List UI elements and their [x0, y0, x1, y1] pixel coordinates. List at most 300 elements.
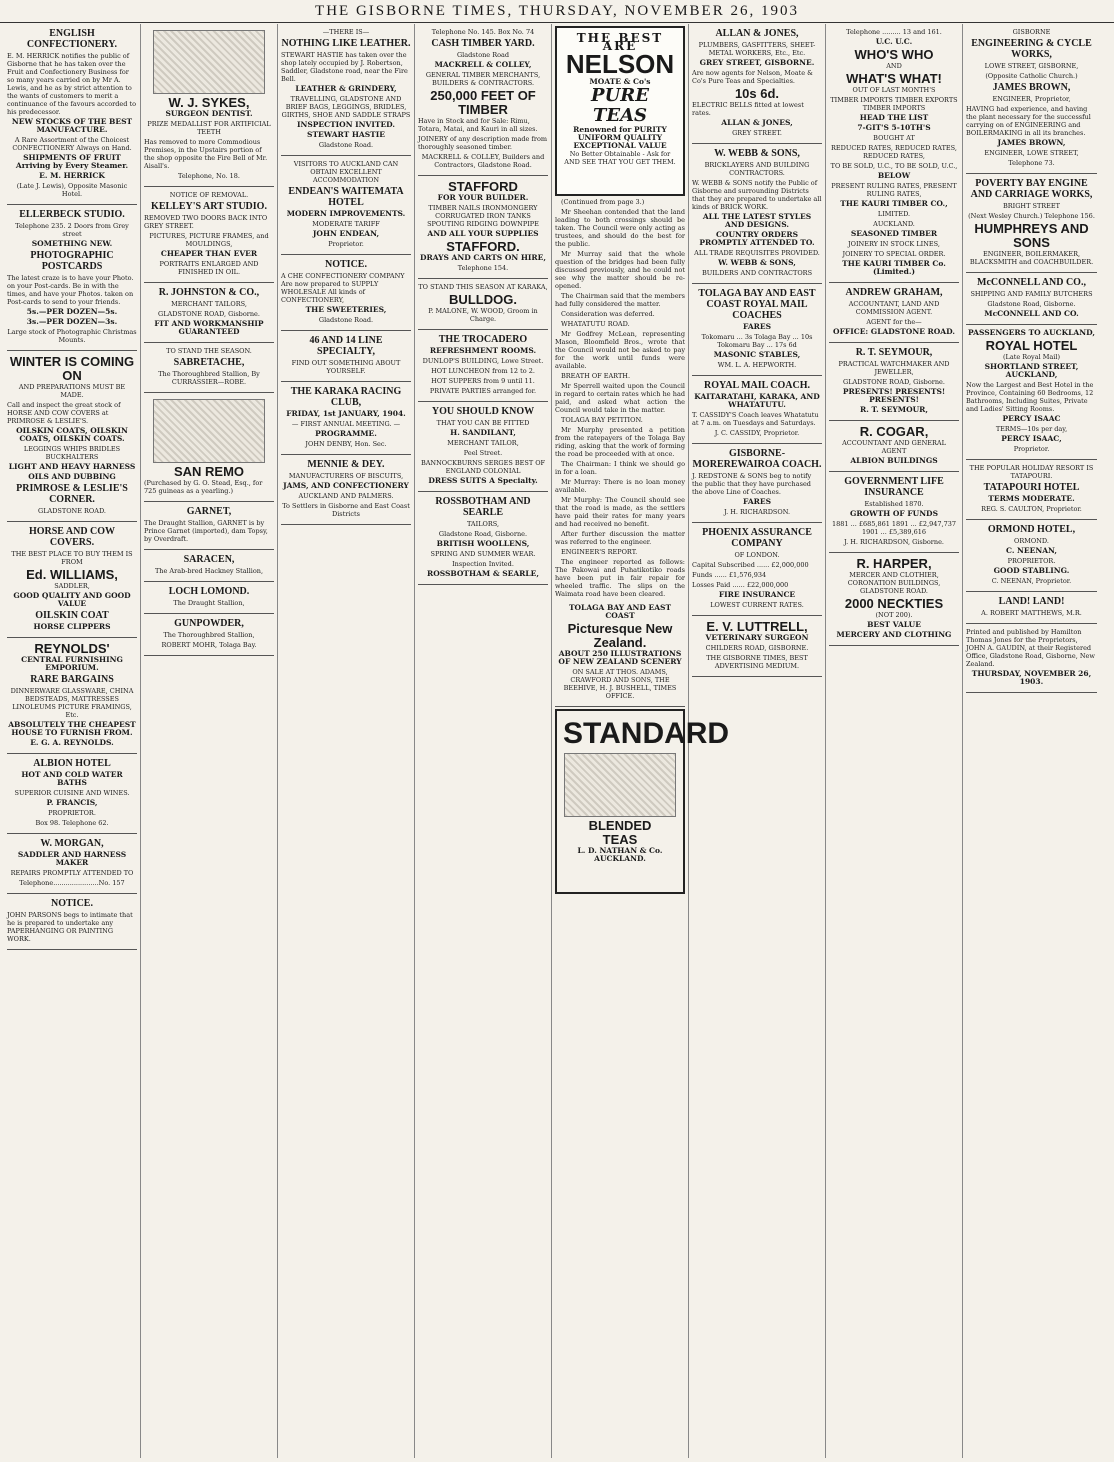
ad-text: DUNLOP'S BUILDING, Lowe Street.	[422, 357, 544, 365]
che-confectionery-ad	[281, 255, 411, 331]
council-report	[555, 198, 685, 598]
ad-fares: FARES	[742, 322, 772, 331]
report-paragraph: After further discussion the matter was referred to the engineer.	[555, 530, 685, 546]
ad-street: LOWE STREET, GISBORNE,	[984, 62, 1079, 70]
harper-ad	[829, 553, 959, 646]
ad-woollens: BRITISH WOOLLENS,	[436, 539, 530, 548]
ad-title: SARACEN,	[183, 554, 235, 565]
picturesque-ad	[555, 600, 685, 707]
kauri-timber-ad	[829, 24, 959, 283]
ad-text: Have in Stock and for Sale: Rimu, Totara, Matai, and Kauri in all sizes.	[418, 117, 538, 133]
mcconnell-ad	[966, 273, 1097, 325]
ad-parties: PRIVATE PARTIES arranged for.	[429, 387, 537, 395]
ad-masonic: MASONIC STABLES,	[713, 350, 801, 359]
ad-sub: OF LONDON.	[734, 551, 780, 559]
ad-bargains: RARE BARGAINS	[30, 674, 114, 685]
ad-goods: TRAVELLING, GLADSTONE AND BRIEF BAGS, LEGGINGS, BRIDLES, GIRTHS, SHOE AND SADDLE STRAPS	[281, 95, 411, 119]
report-heading: WHATATUTU ROAD.	[561, 320, 630, 328]
ad-text: The Arab-bred Hackney Stallion,	[154, 567, 264, 575]
ad-title: SABRETACHE,	[173, 357, 245, 368]
report-paragraph: The engineer reported as follows: The Pakowai and Puhatikotiko roads have been put in fair repair for wheeled traffic. The slips on the Waimata road have been cleared.	[555, 558, 685, 598]
report-paragraph: The Chairman said that the members had fully considered the matter.	[555, 292, 685, 308]
royal-hotel-ad	[966, 325, 1097, 460]
ad-pass: PASSENGERS TO AUCKLAND,	[968, 328, 1095, 337]
ad-title: ROSSBOTHAM AND SEARLE	[435, 496, 531, 518]
ad-text: E. M. HERRICK notifies the public of Gisborne that he has taken over the Fruit and Confectionery Business for so many years carried on by Mr A. Lewis, and he as by strict attention to the wants of customers to merit a continuance of the favours accorded to his predecessor.	[7, 52, 137, 116]
ad-name: HUMPHREYS AND SONS	[974, 221, 1089, 250]
hastie-ad	[281, 24, 411, 156]
ad-capital: Capital Subscribed ...... £2,000,000	[692, 561, 809, 569]
ad-road: Gladstone Road.	[318, 141, 374, 149]
ad-tel: Telephone, No. 18.	[178, 172, 240, 180]
ad-neckties: 2000 NECKTIES	[844, 596, 944, 611]
ad-tel: Telephone......................No. 157	[19, 879, 125, 887]
imprint-date: THURSDAY, NOVEMBER 26, 1903.	[971, 669, 1092, 686]
ad-fares: FARES	[742, 497, 772, 506]
ad-fit: FIT AND WORKMANSHIP GUARANTEED	[154, 319, 264, 336]
report-continued: (Continued from page 3.)	[561, 198, 645, 206]
ad-text: REMOVED TWO DOORS BACK INTO GREY STREET.	[144, 214, 268, 230]
ad-text: T. CASSIDY'S Coach leaves Whatatutu at 7 a.m. on Tuesdays and Saturdays.	[692, 411, 819, 427]
ad-title: R. T. SEYMOUR,	[855, 347, 933, 358]
horse-engraving	[153, 399, 265, 463]
ad-and: AND	[886, 62, 902, 70]
ad-modern: MODERN IMPROVEMENTS.	[286, 209, 406, 218]
ad-list: OILSKIN COATS, OILSKIN COATS, OILSKIN COATS.	[16, 426, 128, 443]
ad-below: BELOW	[877, 171, 911, 180]
ad-title: TATAPOURI HOTEL	[983, 482, 1080, 493]
ad-visitors: VISITORS TO AUCKLAND CAN OBTAIN EXCELLENT ACCOMMODATION	[293, 160, 399, 184]
ad-total: 7-GIT'S 5-10TH'S	[857, 123, 931, 132]
nelson-exceptional: EXCEPTIONAL VALUE	[573, 141, 667, 150]
report-heading: BREATH OF EARTH.	[561, 372, 631, 380]
ad-price: 10s 6d.	[734, 86, 780, 101]
albion-ad	[7, 754, 137, 834]
humphreys-ad	[966, 174, 1097, 273]
ad-presents: PRESENTS! PRESENTS! PRESENTS!	[842, 387, 946, 404]
ad-date: FRIDAY, 1st JANUARY, 1904.	[286, 409, 406, 418]
ad-sub: VETERINARY SURGEON	[705, 633, 809, 642]
ad-title: POVERTY BAY ENGINE AND CARRIAGE WORKS,	[970, 178, 1093, 200]
ad-title: BULLDOG.	[449, 292, 517, 307]
nelson-sub: MOATE & Co's	[589, 77, 651, 86]
ad-cheaper: CHEAPER THAN EVER	[160, 249, 258, 258]
ad-sub: TAILORS,	[466, 520, 500, 528]
ad-title: WHO'S WHO	[854, 47, 934, 62]
ad-head: THE POPULAR HOLIDAY RESORT IS TATAPOURI.	[969, 464, 1094, 480]
ad-head: GISBORNE	[1012, 28, 1051, 36]
ad-title: R. JOHNSTON & CO.,	[158, 287, 260, 298]
report-paragraph: Consideration was deferred.	[561, 310, 655, 318]
ad-end: ROSSBOTHAM & SEARLE,	[426, 569, 539, 578]
ad-sig: THE KAURI TIMBER Co. (Limited.)	[842, 259, 946, 276]
ad-sub: ABOUT 250 ILLUSTRATIONS OF NEW ZEALAND SCENERY	[558, 649, 682, 666]
ad-uc: U.C. U.C.	[875, 37, 913, 46]
ad-road: Gladstone Road.	[318, 316, 374, 324]
ad-trade: MERCHANT TAILOR,	[447, 439, 519, 447]
ad-title: GARNET,	[186, 506, 232, 517]
ad-tel: Telephone No. 145. Box No. 74	[431, 28, 535, 36]
ad-title: E. V. LUTTRELL,	[706, 619, 808, 634]
report-paragraph: Mr Murphy: The Council should see that the road is made, as the settlers have paid their rates for many years and had received no benefit.	[555, 496, 685, 528]
ad-sub: ENGINEER, LOWE STREET,	[984, 149, 1079, 157]
ad-text: HAVING had experience, and having the plant necessary for the successful carrying on of ENGINEERING and BOILERMAKING in all its branches.	[966, 105, 1091, 137]
column-2	[141, 24, 278, 1458]
ad-text: To Settlers in Gisborne and East Coast Districts	[282, 502, 410, 518]
ad-lunch: HOT LUNCHEON from 12 to 2.	[431, 367, 535, 375]
ad-sig: REG. S. CAULTON, Proprietor.	[981, 505, 1082, 513]
standard-tea-ad	[555, 709, 730, 894]
ad-notice: NOTICE OF REMOVAL.	[169, 191, 249, 199]
ad-all: AND ALL YOUR SUPPLIES	[427, 229, 539, 238]
ad-prop: PROPRIETOR.	[48, 809, 96, 817]
mennie-dey-ad	[281, 455, 411, 525]
ad-sub: CENTRAL FURNISHING EMPORIUM.	[21, 655, 123, 672]
ad-offices: OFFICE: GLADSTONE ROAD.	[833, 327, 955, 336]
ad-sig: J. H. RICHARDSON, Gisborne.	[843, 538, 944, 546]
ad-title: R. COGAR,	[859, 424, 929, 439]
ad-sig: ALLAN & JONES,	[721, 118, 793, 127]
ad-name: P. FRANCIS,	[46, 798, 98, 807]
ad-tel: Telephone 154.	[457, 264, 509, 272]
ad-fire: FIRE INSURANCE	[718, 590, 796, 599]
ad-subhead: NEW STOCKS OF THE BEST MANUFACTURE.	[11, 117, 133, 134]
ad-title: Picturesque New Zealand.	[567, 621, 673, 650]
ad-insp: Inspection Invited.	[452, 560, 514, 568]
ad-name: PERCY ISAAC	[1002, 414, 1061, 423]
report-heading: TOLAGA BAY PETITION.	[561, 416, 643, 424]
ad-title: SAN REMO	[173, 464, 245, 479]
specialty-ad	[281, 331, 411, 382]
ad-text: Has removed to more Commodious Premises, in the Upstairs portion of the shop opposite the Fire Bell of Mr. Aisall's.	[144, 138, 268, 170]
ad-title: 46 AND 14 LINE SPECIALTY,	[309, 335, 383, 357]
ad-funds: GROWTH OF FUNDS	[850, 509, 938, 518]
sandilant-ad	[418, 402, 548, 492]
royal-mail-coach-ad	[692, 376, 822, 444]
williams-ad	[7, 522, 137, 638]
ad-title: MENNIE & DEY.	[307, 459, 385, 470]
ad-sig: P. MALONE, W. WOOD, Groom in Charge.	[428, 307, 538, 323]
ad-sub: ACCOUNTANT, LAND AND COMMISSION AGENT.	[848, 300, 940, 316]
ad-title: GUNPOWDER,	[174, 618, 244, 629]
ad-sub: KAITARATAHI, KARAKA, AND WHATATUTU.	[694, 392, 820, 409]
ad-kauri: THE KAURI TIMBER CO.,	[840, 199, 948, 208]
ad-title: KELLEY'S ART STUDIO.	[151, 201, 267, 212]
ad-name: H. SANDILANT,	[450, 428, 516, 437]
ad-bits: LEGGINGS WHIPS BRIDLES BUCKHALTERS	[23, 445, 121, 461]
portrait-engraving	[153, 30, 265, 94]
rossbotham-ad	[418, 492, 548, 585]
ad-note: THE GISBORNE TIMES, BEST ADVERTISING MEDIUM.	[706, 654, 808, 670]
ad-stab: GOOD STABLING.	[993, 566, 1070, 575]
ad-sub: MANUFACTURERS OF BISCUITS,	[288, 472, 404, 480]
ad-cheap: ABSOLUTELY THE CHEAPEST HOUSE TO FURNISH FROM.	[8, 720, 136, 737]
standard-sub: BLENDED	[588, 818, 652, 833]
ad-auck: AUCKLAND.	[873, 220, 915, 228]
phoenix-ad	[692, 523, 822, 616]
ad-title: NOTICE.	[51, 898, 93, 909]
ad-name: E. M. HERRICK	[39, 171, 105, 180]
ad-title: ELLERBECK STUDIO.	[19, 209, 125, 220]
report-paragraph: Mr Sheehan contended that the land leading to both crossings should be taken. The Council were only acting as trustees, and should do the best for the public.	[555, 208, 685, 248]
ad-bought: BOUGHT AT	[873, 134, 915, 142]
ad-road: GLADSTONE ROAD, Gisborne.	[843, 378, 945, 386]
ad-medal: PRIZE MEDALLIST FOR ARTIFICIAL TEETH	[147, 120, 271, 136]
ad-sig: McCONNELL AND CO.	[984, 309, 1079, 318]
report-paragraph: Mr Murphy presented a petition from the ratepayers of the Tolaga Bay riding, asking that the work of forming the road be proceeded with at once.	[555, 426, 685, 458]
ad-head: TOLAGA BAY AND EAST COAST	[568, 603, 672, 620]
ad-oilskin: OILSKIN COAT	[35, 610, 109, 621]
imprint	[966, 624, 1097, 693]
ad-text: Now the Largest and Best Hotel in the Province, Containing 60 Bedrooms, 12 Bathrooms, Including Suites, Private and Ladies' Sitting Rooms.	[966, 381, 1094, 413]
ad-stock: Large stock of Photographic Christmas Mounts.	[7, 328, 137, 344]
ad-trade: SADDLER,	[54, 582, 90, 590]
ad-name: C. NEENAN,	[1005, 546, 1057, 555]
ad-road: Gladstone Road	[456, 51, 510, 59]
ad-title: PHOENIX ASSURANCE COMPANY	[702, 527, 812, 549]
ad-losses: Losses Paid ...... £22,000,000	[692, 581, 789, 589]
ad-sig: ROBERT MOHR, Tolaga Bay.	[161, 641, 257, 649]
tatapouri-ad	[966, 460, 1097, 520]
ad-title: GOVERNMENT LIFE INSURANCE	[844, 476, 944, 498]
loch-lomond-ad	[144, 582, 274, 614]
ad-name: JAMES BROWN,	[992, 82, 1071, 93]
column-1	[4, 24, 141, 1458]
standard-teas: TEAS	[602, 832, 638, 847]
luttrell-ad	[692, 616, 822, 677]
ad-name: STEWART HASTIE	[307, 130, 385, 139]
ad-sig: J. H. RICHARDSON.	[723, 508, 791, 516]
ad-corner: PRIMROSE & LESLIE'S CORNER.	[16, 483, 128, 505]
ad-ltd: LIMITED.	[877, 210, 911, 218]
ad-title: THE KARAKA RACING CLUB,	[290, 386, 402, 408]
johnston-ad	[144, 283, 274, 343]
imprint-text: Printed and published by Hamilton Thomas Jones for the Proprietors, JOHN A. GAUDIN, at their Registered Office, Gladstone Road, Gisborne, New Zealand.	[966, 628, 1095, 668]
ad-sub: REFRESHMENT ROOMS.	[429, 346, 537, 355]
ad-reduced: REDUCED RATES, REDUCED RATES, REDUCED RATES,	[831, 144, 957, 160]
ad-harness: LIGHT AND HEAVY HARNESS	[8, 462, 136, 471]
allan-jones-ad	[692, 24, 822, 144]
ad-price-1: 5s.—PER DOZEN—5s.	[26, 307, 118, 316]
saracen-ad	[144, 550, 274, 582]
mackrell-colley-ad	[418, 24, 548, 176]
nelson-quality: UNIFORM QUALITY	[577, 133, 663, 142]
ad-opp: (Opposite Catholic Church.)	[985, 72, 1078, 80]
sykes-ad	[144, 24, 274, 187]
garnet-ad	[144, 502, 274, 550]
ad-name: JOHN ENDEAN,	[312, 229, 380, 238]
masthead: THE GISBORNE TIMES, THURSDAY, NOVEMBER 26, 1903	[0, 0, 1114, 23]
column-6	[689, 24, 826, 1458]
ad-sub: PRACTICAL WATCHMAKER AND JEWELLER,	[838, 360, 950, 376]
ad-head: HEAD THE LIST	[859, 113, 929, 122]
ad-address: (Late J. Lewis), Opposite Masonic Hotel.	[16, 182, 128, 198]
ad-list: PICTURES, PICTURE FRAMES, and MOULDINGS,	[149, 232, 269, 248]
ad-title: NOTICE.	[325, 259, 367, 270]
ad-sub: MERCER AND CLOTHIER, CORONATION BUILDINGS, GLADSTONE ROAD.	[847, 571, 941, 595]
ad-repairs: REPAIRS PROMPTLY ATTENDED TO	[10, 869, 134, 877]
ad-text: W. WEBB & SONS notify the Public of Gisborne and surrounding Districts that they are prepared to undertake all kinds of BRICK WORK.	[692, 179, 822, 211]
ad-place: AUCKLAND AND PALMERS.	[298, 492, 394, 500]
ad-cuisine: SUPERIOR CUISINE AND WINES.	[14, 789, 130, 797]
report-heading: ENGINEER'S REPORT.	[561, 548, 638, 556]
column-3	[278, 24, 415, 1458]
ad-title: McCONNELL AND CO.,	[977, 277, 1086, 288]
ad-list: DINNERWARE GLASSWARE, CHINA BEDSTEADS, MATTRESSES LINOLEUMS PICTURE FRAMINGS, Etc.	[10, 687, 134, 719]
ad-text: ON SALE AT THOS. ADAMS, CRAWFORD AND SONS, THE BEEHIVE, H. J. BUSHELL, TIMES OFFICE.	[563, 668, 677, 700]
ad-years: 1881 ... £685,861 1891 ... £2,947,737 1901 ... £5,389,616	[831, 520, 957, 536]
ad-sub: SHIPPING AND FAMILY BUTCHERS	[970, 290, 1093, 298]
ad-sub: MERCHANT TAILORS,	[171, 300, 247, 308]
ad-list: BANNOCKBURNS SERGES BEST OF ENGLAND COLONIAL	[420, 459, 546, 475]
ad-drays: DRAYS AND CARTS ON HIRE,	[419, 253, 546, 262]
ad-title: ENDEAN'S WAITEMATA HOTEL	[288, 186, 404, 208]
column-8	[963, 24, 1100, 1458]
ad-joinery: JOINERY of any description made from thoroughly seasoned timber.	[418, 135, 548, 151]
ad-latest: ALL THE LATEST STYLES AND DESIGNS.	[702, 212, 812, 229]
ad-list: Tokomaru ... 3s Tolaga Bay ... 10s Tokomaru Bay ... 17s 6d	[701, 333, 813, 349]
ad-place: ORMOND.	[1014, 537, 1049, 545]
nelson-brand: NELSON	[565, 49, 675, 79]
ad-tel: Telephone 73.	[1008, 159, 1055, 167]
ad-title: HORSE AND COW COVERS.	[28, 526, 116, 548]
ad-sub: TO STAND THE SEASON.	[166, 347, 252, 355]
ad-title: R. HARPER,	[856, 556, 932, 571]
ad-programme: PROGRAMME.	[315, 429, 377, 438]
ad-oils: OILS AND DUBBING	[28, 472, 116, 481]
ad-supper: HOT SUPPERS from 9 until 11.	[431, 377, 535, 385]
ad-title: ENGINEERING & CYCLE WORKS,	[971, 38, 1092, 60]
ad-goods: GOOD QUALITY AND GOOD VALUE	[13, 591, 131, 608]
ad-name: Ed. WILLIAMS,	[26, 567, 118, 582]
ad-sub: ACCOUNTANT AND GENERAL AGENT	[842, 439, 946, 455]
ad-name: MACKRELL & COLLEY,	[434, 60, 532, 69]
ad-sig: C. NEENAN, Proprietor.	[991, 577, 1072, 585]
ostrich-trademark	[564, 753, 676, 817]
ad-title: ROYAL HOTEL	[985, 338, 1078, 353]
ad-text: (Purchased by G. O. Stead, Esq., for 725 guineas as a yearling.)	[144, 479, 263, 495]
report-paragraph: Mr Godfrey McLean, representing Mason, Bloomfield Bros., wrote that the Council would not be asked to pay for the work until funds were available.	[555, 330, 685, 370]
ad-terms: TERMS MODERATE.	[988, 494, 1075, 503]
ad-joinery: JOINERY IN STOCK LINES,	[848, 240, 940, 248]
ad-title: THE TROCADERO	[438, 334, 528, 345]
ad-title: TOLAGA BAY AND EAST COAST ROYAL MAIL COACHES	[698, 288, 816, 321]
bulldog-ad	[418, 279, 548, 330]
ad-sig: W. WEBB & SONS,	[718, 258, 796, 267]
ad-text: THE BEST PLACE TO BUY THEM IS FROM	[11, 550, 133, 566]
ad-insp: INSPECTION INVITED.	[296, 120, 396, 129]
ad-title: STAFFORD	[448, 179, 518, 194]
ad-sig: JAMES BROWN,	[997, 138, 1066, 147]
ad-portraits: PORTRAITS ENLARGED AND FINISHED IN OIL.	[159, 260, 259, 276]
ad-funds: Funds ...... £1,576,934	[692, 571, 767, 579]
nelson-footer: No Better Obtainable - Ask for AND SEE THAT YOU GET THEM.	[564, 150, 676, 166]
ad-clippers: HORSE CLIPPERS	[33, 622, 111, 631]
ad-text: Call and inspect the great stock of HORSE AND COW COVERS at PRIMROSE & LESLIE'S.	[7, 401, 121, 425]
ad-text: The Thoroughbred Stallion,	[163, 631, 255, 639]
ad-sig: R. T. SEYMOUR,	[860, 405, 928, 414]
ad-not: (NOT 200).	[875, 611, 913, 619]
ad-trade: ENGINEER, Proprietor,	[992, 95, 1071, 103]
columns	[4, 24, 1110, 1458]
ad-requisites: ALL TRADE REQUISITES PROVIDED.	[694, 249, 820, 257]
ad-sig: E. G. A. REYNOLDS.	[30, 738, 114, 747]
ad-terms: TERMS—10s per day,	[995, 425, 1068, 433]
ad-road: GLADSTONE ROAD, Gisborne.	[158, 310, 260, 318]
ad-title: REYNOLDS'	[34, 641, 110, 656]
karaka-racing-ad	[281, 382, 411, 455]
ad-tel: Telephone 235. 2 Doors from Grey street	[15, 222, 129, 238]
ad-road: Peel Street.	[463, 449, 503, 457]
ad-text: JOHN PARSONS begs to intimate that he is prepared to undertake any PAPERHANGING OR PAINTING WORK.	[7, 911, 133, 943]
ad-title: ORMOND HOTEL,	[987, 524, 1076, 535]
ad-title: ENGLISH CONFECTIONERY.	[26, 28, 118, 50]
ad-present: PRESENT RULING RATES, PRESENT RULING RATES,	[831, 182, 957, 198]
ad-special: ELECTRIC BELLS fitted at lowest rates.	[692, 101, 804, 117]
ad-sig: WM. L. A. HEPWORTH.	[717, 361, 797, 369]
ad-what: WHAT'S WHAT!	[846, 71, 942, 86]
primrose-ad	[7, 351, 137, 522]
ad-sub: (Late Royal Mail)	[1003, 353, 1060, 361]
ad-tariff: MODERATE TARIFF	[312, 220, 380, 228]
ad-text: FIND OUT SOMETHING ABOUT YOURSELF.	[291, 359, 401, 375]
ad-sub: PLUMBERS, GASFITTERS, SHEET-METAL WORKERS, Etc., Etc.	[698, 41, 816, 57]
column-7	[826, 24, 963, 1458]
standard-brand: STANDARD	[563, 717, 730, 750]
ad-best: BEST VALUE	[867, 620, 921, 629]
ad-text: Are now agents for Nelson, Moate & Co's Pure Teas and Specialties.	[692, 69, 813, 85]
ad-text: The Draught Stallion, GARNET is by Prince Garnet (imported), dam Topsy, by Overdraft.	[144, 519, 268, 543]
ad-road: GLADSTONE ROAD.	[38, 507, 106, 515]
ormond-hotel-ad	[966, 520, 1097, 592]
ad-title: ALLAN & JONES,	[715, 28, 799, 39]
tolaga-coaches-ad	[692, 284, 822, 376]
ad-stock: 250,000 FEET OF TIMBER	[430, 88, 536, 117]
ad-sub: SADDLER AND HARNESS MAKER	[17, 850, 127, 867]
brown-engineering-ad	[966, 24, 1097, 174]
ad-dress: DRESS SUITS A Specialty.	[428, 476, 538, 485]
morgan-ad	[7, 834, 137, 894]
ad-title: LOCH LOMOND.	[168, 586, 250, 597]
ad-text: The Thoroughbred Stallion, By CURRASSIER—ROBE.	[158, 370, 260, 386]
ad-sold: TO BE SOLD, U.C., TO BE SOLD, U.C.,	[830, 162, 958, 170]
land-ad	[966, 592, 1097, 624]
nelson-pure: PURE TEAS	[591, 85, 649, 126]
trocadero-ad	[418, 330, 548, 402]
ad-special: JOINERY TO SPECIAL ORDER.	[842, 250, 946, 258]
ad-sub: GENERAL TIMBER MERCHANTS, BUILDERS & CONTRACTORS.	[425, 71, 541, 87]
column-4	[415, 24, 552, 1458]
ad-sweet: THE SWEETERIES,	[305, 305, 387, 314]
kelley-ad	[144, 187, 274, 283]
ad-shipments: SHIPMENTS OF FRUIT Arriving by Every Steamer.	[15, 153, 129, 170]
herrick-ad	[7, 24, 137, 205]
parsons-ad	[7, 894, 137, 950]
ad-rates: LOWEST CURRENT RATES.	[710, 601, 804, 609]
ad-est: Established 1870.	[864, 500, 924, 508]
ad-price-2: 3s.—PER DOZEN—3s.	[26, 317, 118, 326]
ad-text: The latest craze is to have your Photo. on your Post-cards. Be in with the times, and have your Photos. taken on Post-cards to send to your friends.	[7, 274, 134, 306]
ellerbeck-ad	[7, 205, 137, 351]
ad-agent: AGENT for the—	[866, 318, 922, 326]
ad-text: A CHE CONFECTIONERY COMPANY Are now prepared to SUPPLY WHOLESALE All kinds of CONFECTIONERY,	[281, 272, 405, 304]
ad-trade: BUILDERS AND CONTRACTORS	[701, 269, 813, 277]
ad-country: COUNTRY ORDERS PROMPTLY ATTENDED TO.	[699, 230, 815, 247]
ad-trade: ENGINEER, BOILERMAKER, BLACKSMITH and COACHBUILDER.	[969, 250, 1094, 266]
nelson-top: THE BEST ARE	[576, 31, 664, 53]
report-paragraph: Mr Sperrell waited upon the Council in regard to certain rates which he had paid, and asked what action the Council would take in the matter.	[555, 382, 685, 414]
ad-sub: THAT YOU CAN BE FITTED	[436, 419, 530, 427]
